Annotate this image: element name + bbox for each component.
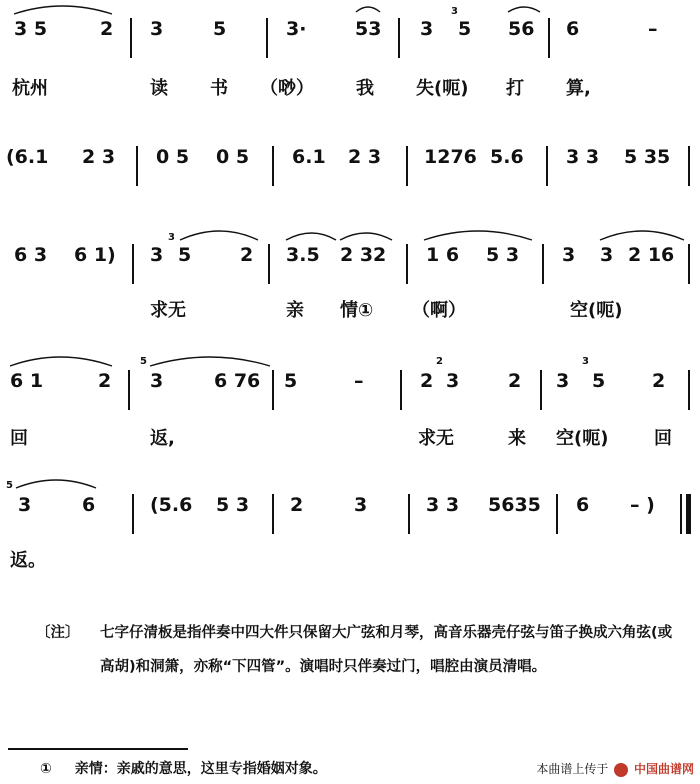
barline <box>136 146 138 186</box>
barline <box>128 370 130 410</box>
note: 3· <box>286 18 307 40</box>
note: 5 <box>178 244 192 266</box>
lyric: 来 <box>508 428 526 449</box>
barline <box>268 244 270 284</box>
grace-note: 5 <box>140 356 147 367</box>
note: 6 <box>82 494 96 516</box>
note: 5 <box>592 370 606 392</box>
lyric: （啊） <box>412 300 466 321</box>
note: 3 <box>600 244 614 266</box>
lyric: 读 <box>150 78 168 99</box>
note: 3 <box>150 18 164 40</box>
note: 3 <box>446 370 460 392</box>
note-group: 6 1) <box>74 244 116 266</box>
note-group: 2 3 <box>82 146 116 168</box>
note: 3 <box>562 244 576 266</box>
note: 2 <box>508 370 522 392</box>
lyric: 书 <box>210 78 228 99</box>
lyric: 我 <box>356 78 374 99</box>
lyric: 返。 <box>10 550 46 571</box>
annotation-note <box>36 616 686 684</box>
lyric: 算, <box>566 78 591 99</box>
lyric: 回 <box>10 428 28 449</box>
note-group: 2 3 <box>348 146 382 168</box>
lyric: 求无 <box>150 300 186 321</box>
slur <box>424 231 532 240</box>
note-group: (5.6 <box>150 494 193 516</box>
note-group: 5.6 <box>490 146 524 168</box>
note: 2 <box>420 370 434 392</box>
lyric: 打 <box>506 78 524 99</box>
note: 2 <box>240 244 254 266</box>
barline <box>688 146 690 186</box>
note-group: 3 3 <box>566 146 600 168</box>
note-group: 6.1 <box>292 146 326 168</box>
note-group: 5635 <box>488 494 541 516</box>
lyric-line-4 <box>0 424 700 454</box>
note-group: 3.5 <box>286 244 320 266</box>
barline <box>542 244 544 284</box>
note: 2 <box>100 18 114 40</box>
slur <box>14 6 112 14</box>
note-group: 5 3 <box>216 494 250 516</box>
note: 3 <box>150 244 164 266</box>
site-logo-icon <box>614 763 628 777</box>
lyric: （唦） <box>260 78 314 99</box>
dash: – <box>648 18 658 40</box>
footnote <box>40 758 327 778</box>
note-group: 56 <box>508 18 535 40</box>
note-group: 5 35 <box>624 146 671 168</box>
score-row-3 <box>0 232 700 284</box>
grace-note: 3 <box>168 232 175 243</box>
barline <box>130 18 132 58</box>
grace-note: 5 <box>6 480 13 491</box>
note: 5 <box>284 370 298 392</box>
barline <box>548 18 550 58</box>
note-group: 1276 <box>424 146 477 168</box>
source-credit <box>536 760 694 777</box>
footnote-rule <box>8 748 188 750</box>
barline <box>688 244 690 284</box>
lyric: 回 <box>654 428 672 449</box>
note-group: 3 5 <box>14 18 48 40</box>
slur <box>150 357 270 366</box>
slur <box>16 480 96 488</box>
barline <box>406 244 408 284</box>
slur <box>356 7 380 12</box>
grace-note: 3 <box>451 6 458 17</box>
barline <box>546 146 548 186</box>
footnote-text: 亲情：亲戚的意思，这里专指婚姻对象。 <box>74 761 327 777</box>
barline <box>400 370 402 410</box>
lyric: 返, <box>150 428 175 449</box>
note: 2 <box>652 370 666 392</box>
lyric: 失(呃) <box>416 78 469 99</box>
note-group: 5 3 <box>486 244 520 266</box>
note: 6 <box>566 18 580 40</box>
note-group: 6 1 <box>10 370 44 392</box>
barline <box>272 146 274 186</box>
note: 3 <box>18 494 32 516</box>
note-group: 0 5 <box>216 146 250 168</box>
site-brand: 中国曲谱网 <box>633 762 694 776</box>
slur <box>286 233 336 240</box>
note: 5 <box>458 18 472 40</box>
lyric-line-3 <box>0 296 700 326</box>
lyric-line-5 <box>0 546 700 576</box>
lyric: 求无 <box>418 428 454 449</box>
score-row-4 <box>0 356 700 410</box>
score-row-2 <box>0 146 700 186</box>
note: 3 <box>354 494 368 516</box>
lyric: 空(呃) <box>556 428 609 449</box>
note-group: 2 16 <box>628 244 675 266</box>
note-group: 2 32 <box>340 244 387 266</box>
note-group: 1 6 <box>426 244 460 266</box>
score-row-1 <box>0 6 700 58</box>
barline <box>406 146 408 186</box>
lyric: 杭州 <box>12 78 48 99</box>
barline <box>132 244 134 284</box>
footnote-mark: ① <box>40 761 52 777</box>
lyric-line-1 <box>0 74 700 104</box>
slur <box>340 233 392 240</box>
note: 3 <box>420 18 434 40</box>
barline <box>680 494 682 534</box>
final-barline <box>686 494 691 534</box>
note: 3 <box>556 370 570 392</box>
note-group: 53 <box>355 18 382 40</box>
slur <box>180 231 258 240</box>
note: 3 <box>150 370 164 392</box>
note-group: (6.1 <box>6 146 49 168</box>
credit-prefix: 本曲谱上传于 <box>536 762 609 776</box>
barline <box>556 494 558 534</box>
note-group: 6 76 <box>214 370 261 392</box>
barline <box>272 494 274 534</box>
note: 2 <box>98 370 112 392</box>
dash: – ) <box>630 494 655 516</box>
slur <box>600 231 684 240</box>
score-row-5 <box>0 480 700 534</box>
lyric: 情① <box>340 300 374 321</box>
barline <box>132 494 134 534</box>
barline <box>266 18 268 58</box>
slur <box>508 7 540 12</box>
note: 6 <box>576 494 590 516</box>
grace-note: 2 <box>436 356 443 367</box>
dash: – <box>354 370 364 392</box>
slur <box>10 357 112 366</box>
note: 5 <box>213 18 227 40</box>
note-text: 七字仔清板是指伴奏中四大件只保留大广弦和月琴，高音乐器壳仔弦与笛子换成六角弦(或高胡)和洞箫，亦称“下四管”。演唱时只伴奏过门，唱腔由演员清唱。 <box>100 625 673 675</box>
lyric: 亲 <box>286 300 304 321</box>
note-group: 3 3 <box>426 494 460 516</box>
note: 2 <box>290 494 304 516</box>
barline <box>540 370 542 410</box>
note-group: 0 5 <box>156 146 190 168</box>
lyric: 空(呃) <box>570 300 623 321</box>
barline <box>688 370 690 410</box>
note-tag: 〔注〕 <box>36 625 80 641</box>
barline <box>398 18 400 58</box>
note-group: 6 3 <box>14 244 48 266</box>
barline <box>408 494 410 534</box>
grace-note: 3 <box>582 356 589 367</box>
barline <box>272 370 274 410</box>
